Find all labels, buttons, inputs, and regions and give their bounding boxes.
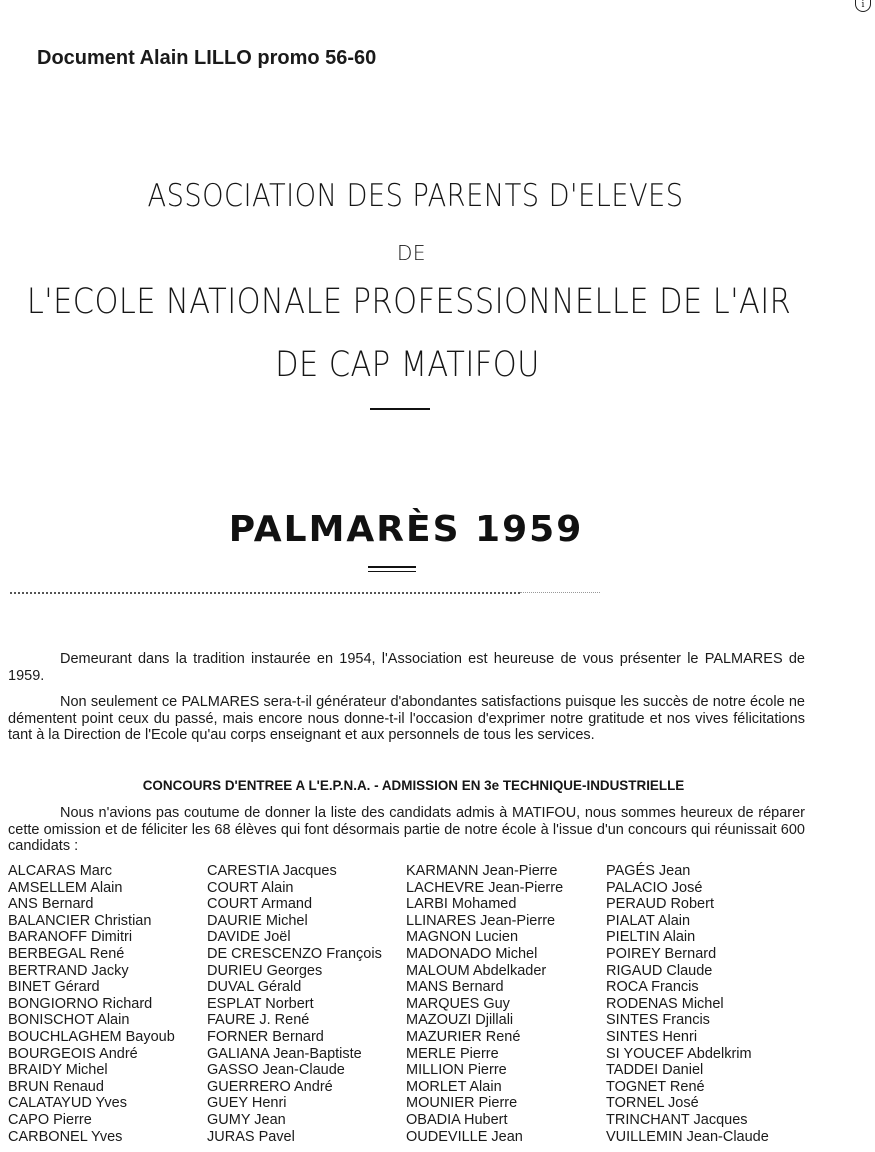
student-name: MANS Bernard — [406, 979, 504, 996]
student-name: OUDEVILLE Jean — [406, 1128, 523, 1145]
student-name: GUMY Jean — [207, 1111, 286, 1128]
student-name: DAVIDE Joël — [207, 929, 291, 946]
student-name: COURT Alain — [207, 879, 294, 896]
student-name: AMSELLEM Alain — [8, 879, 123, 896]
student-name: SINTES Henri — [606, 1028, 698, 1045]
student-name: TADDEI Daniel — [606, 1062, 704, 1079]
student-name: RODENAS Michel — [606, 995, 724, 1012]
student-name: MORLET Alain — [406, 1078, 502, 1095]
student-name: MARQUES Guy — [406, 995, 510, 1012]
student-name: FAURE J. René — [207, 1012, 310, 1029]
student-name: BOUCHLAGHEM Bayoub — [8, 1028, 175, 1045]
student-name: RIGAUD Claude — [606, 962, 713, 979]
student-name: GASSO Jean-Claude — [207, 1062, 345, 1079]
student-name: FORNER Bernard — [207, 1028, 324, 1045]
document-credit: Document Alain LILLO promo 56-60 — [37, 47, 377, 69]
divider — [368, 571, 416, 572]
student-name: BONGIORNO Richard — [8, 995, 153, 1012]
student-name: PALACIO José — [606, 879, 703, 896]
student-name: PERAUD Robert — [606, 896, 714, 913]
student-name: GALIANA Jean-Baptiste — [207, 1045, 362, 1062]
student-name: TOGNET René — [606, 1078, 705, 1095]
student-name: CARESTIA Jacques — [207, 863, 337, 879]
names-column-3 — [406, 863, 563, 1145]
student-name: PIELTIN Alain — [606, 929, 696, 946]
student-name: BOURGEOIS André — [8, 1045, 138, 1062]
student-name: LLINARES Jean-Pierre — [406, 912, 556, 929]
student-name: MOUNIER Pierre — [406, 1095, 518, 1112]
student-name: MILLION Pierre — [406, 1062, 507, 1079]
student-name: PAGÉS Jean — [606, 863, 691, 879]
student-name: OBADIA Hubert — [406, 1111, 508, 1128]
intro-paragraph-1: Demeurant dans la tradition instaurée en 1954, l'Association est heureuse de vous présenter le PALMARES de 1959. — [8, 651, 805, 684]
header-ecole: L'ECOLE NATIONALE PROFESSIONNELLE DE L'AIR — [26, 282, 792, 322]
student-name: BERTRAND Jacky — [8, 962, 129, 979]
section-paragraph: Nous n'avions pas coutume de donner la liste des candidats admis à MATIFOU, nous sommes heureux de réparer cette omission et de féliciter les 68 élèves qui font désormais partie de notre école à l'issue d'un concours qui réunissait 600 candidats : — [8, 805, 805, 854]
student-name: CARBONEL Yves — [8, 1128, 123, 1145]
student-name: GUEY Henri — [207, 1095, 287, 1112]
student-name: BRAIDY Michel — [8, 1062, 108, 1079]
names-column-2 — [207, 863, 382, 1145]
student-name: MALOUM Abdelkader — [406, 962, 547, 979]
student-name: BERBEGAL René — [8, 945, 125, 962]
student-name: MAZURIER René — [406, 1028, 521, 1045]
student-name: JURAS Pavel — [207, 1128, 295, 1145]
student-name: BONISCHOT Alain — [8, 1012, 130, 1029]
student-name: PIALAT Alain — [606, 912, 691, 929]
student-name: MADONADO Michel — [406, 945, 538, 962]
student-name: BALANCIER Christian — [8, 912, 152, 929]
student-name: GUERRERO André — [207, 1078, 333, 1095]
student-name: ALCARAS Marc — [8, 863, 112, 879]
student-name: BRUN Renaud — [8, 1078, 104, 1095]
page-title: PALMARÈS 1959 — [228, 509, 584, 550]
header-cap-matifou: DE CAP MATIFOU — [275, 345, 540, 385]
student-name: ROCA Francis — [606, 979, 699, 996]
student-name: DUVAL Gérald — [207, 979, 302, 996]
student-name: ANS Bernard — [8, 896, 94, 913]
student-name: SI YOUCEF Abdelkrim — [606, 1045, 752, 1062]
student-name: BARANOFF Dimitri — [8, 929, 133, 946]
student-name: BINET Gérard — [8, 979, 100, 996]
student-name: MAGNON Lucien — [406, 929, 519, 946]
student-name: DURIEU Georges — [207, 962, 323, 979]
header-de: DE — [396, 241, 427, 265]
student-name: DE CRESCENZO François — [207, 945, 382, 962]
student-name: SINTES Francis — [606, 1012, 710, 1029]
student-name: COURT Armand — [207, 896, 313, 913]
student-name: MERLE Pierre — [406, 1045, 499, 1062]
names-column-4 — [606, 863, 769, 1145]
dotted-separator — [520, 592, 600, 593]
student-name: KARMANN Jean-Pierre — [406, 863, 558, 879]
student-name: VUILLEMIN Jean-Claude — [606, 1128, 769, 1145]
names-column-1 — [8, 863, 175, 1145]
header-association: ASSOCIATION DES PARENTS D'ELEVES — [147, 178, 684, 214]
student-name: TORNEL José — [606, 1095, 699, 1112]
student-name: LARBI Mohamed — [406, 896, 517, 913]
student-name: ESPLAT Norbert — [207, 995, 314, 1012]
student-name: DAURIE Michel — [207, 912, 308, 929]
student-name: POIREY Bernard — [606, 945, 717, 962]
student-name: LACHEVRE Jean-Pierre — [406, 879, 564, 896]
section-heading: CONCOURS D'ENTREE A L'E.P.N.A. - ADMISSION EN 3e TECHNIQUE-INDUSTRIELLE — [142, 777, 685, 793]
dotted-separator — [10, 592, 520, 594]
divider — [368, 566, 416, 568]
student-name: CALATAYUD Yves — [8, 1095, 127, 1112]
divider — [370, 408, 430, 410]
info-icon[interactable]: i — [855, 0, 871, 12]
student-name: MAZOUZI Djillali — [406, 1012, 514, 1029]
intro-paragraph-2: Non seulement ce PALMARES sera-t-il générateur d'abondantes satisfactions puisque les succès de notre école ne démentent point ceux du passé, mais encore nous donne-t-il l'occasion d'exprimer notre gratitude et nos vives félicitations tant à la Direction de l'Ecole qu'au corps enseignant et aux personnels de tous les services. — [8, 694, 805, 743]
student-name: TRINCHANT Jacques — [606, 1111, 748, 1128]
student-name: CAPO Pierre — [8, 1111, 92, 1128]
